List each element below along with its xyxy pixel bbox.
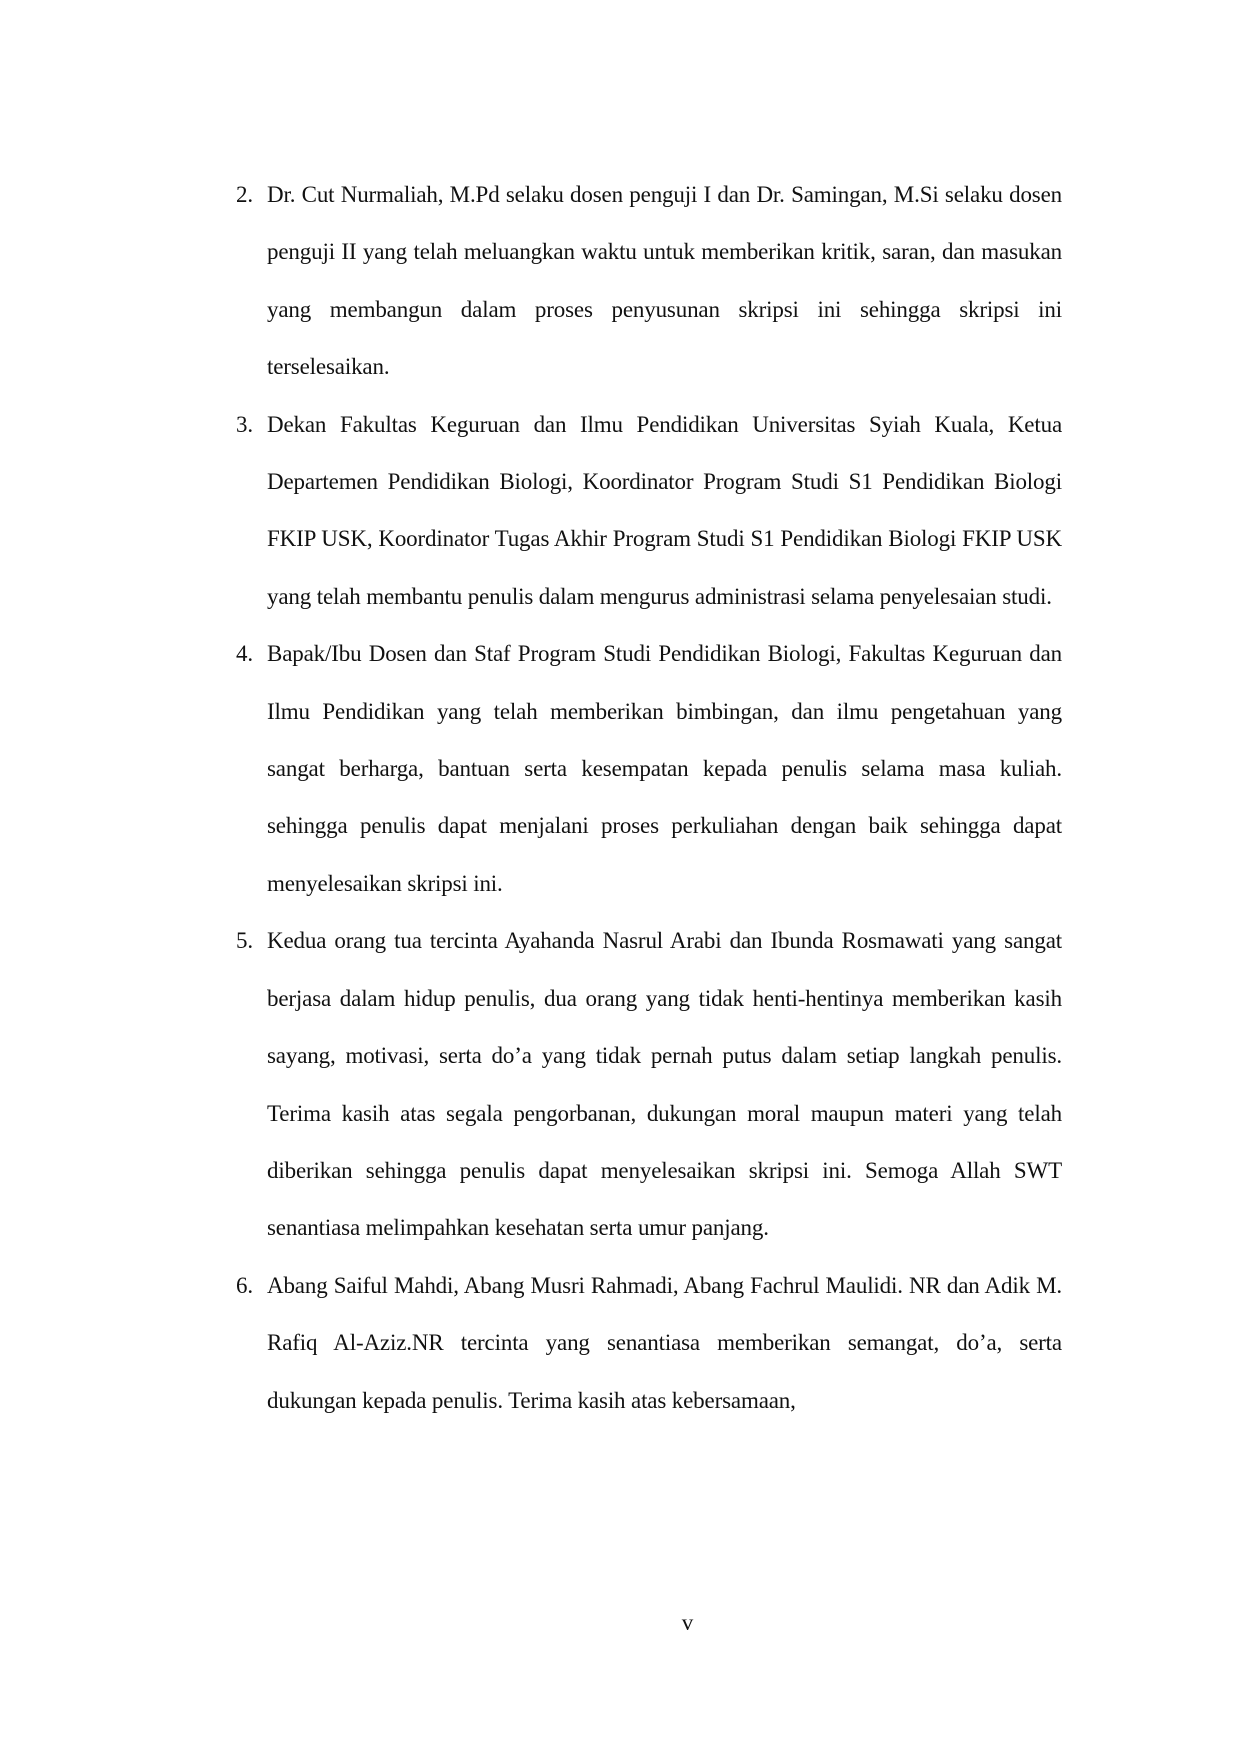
- list-item-text: Kedua orang tua tercinta Ayahanda Nasrul Arabi dan Ibunda Rosmawati yang sangat berjasa dalam hidup penulis, dua orang yang tidak henti-hentinya memberikan kasih sayang, motivasi, serta do’a yang tidak pernah putus dalam setiap langkah penulis. Terima kasih atas segala pengorbanan, dukungan moral maupun materi yang telah diberikan sehingga penulis dapat menyelesaikan skripsi ini. Semoga Allah SWT senantiasa melimpahkan kesehatan serta umur panjang.: [267, 928, 1062, 1241]
- page-number: v: [681, 1610, 694, 1635]
- list-item-number: 3.: [236, 411, 253, 437]
- list-item-text: Bapak/Ibu Dosen dan Staf Program Studi Pendidikan Biologi, Fakultas Keguruan dan Ilmu Pendidikan yang telah memberikan bimbingan, dan ilmu pengetahuan yang sangat berharga, bantuan serta kesempatan kepada penulis selama masa kuliah. sehingga penulis dapat menjalani proses perkuliahan dengan baik sehingga dapat menyelesaikan skripsi ini.: [267, 641, 1062, 896]
- list-item-text: Abang Saiful Mahdi, Abang Musri Rahmadi, Abang Fachrul Maulidi. NR dan Adik M. Rafiq Al-Aziz.NR tercinta yang senantiasa memberikan semangat, do’a, serta dukungan kepada penulis. Terima kasih atas kebersamaan,: [267, 1272, 1062, 1413]
- list-item: [236, 912, 1062, 1256]
- list-item-number: 5.: [236, 928, 253, 954]
- list-item-number: 2.: [236, 182, 253, 207]
- list-item-number: 4.: [236, 641, 253, 667]
- acknowledgement-list: [236, 166, 1062, 1429]
- list-item: [236, 166, 1062, 396]
- list-item-text: Dr. Cut Nurmaliah, M.Pd selaku dosen penguji I dan Dr. Samingan, M.Si selaku dosen penguji II yang telah meluangkan waktu untuk memberikan kritik, saran, dan masukan yang membangun dalam proses penyusunan skripsi ini sehingga skripsi ini terselesaikan.: [267, 182, 1062, 380]
- list-item: [236, 396, 1062, 626]
- list-item-text: Dekan Fakultas Keguruan dan Ilmu Pendidikan Universitas Syiah Kuala, Ketua Departemen Pendidikan Biologi, Koordinator Program Studi S1 Pendidikan Biologi FKIP USK, Koordinator Tugas Akhir Program Studi S1 Pendidikan Biologi FKIP USK yang telah membantu penulis dalam mengurus administrasi selama penyelesaian studi.: [267, 411, 1062, 609]
- list-item-number: 6.: [236, 1272, 253, 1298]
- list-item: [236, 625, 1062, 912]
- list-item: [236, 1257, 1062, 1429]
